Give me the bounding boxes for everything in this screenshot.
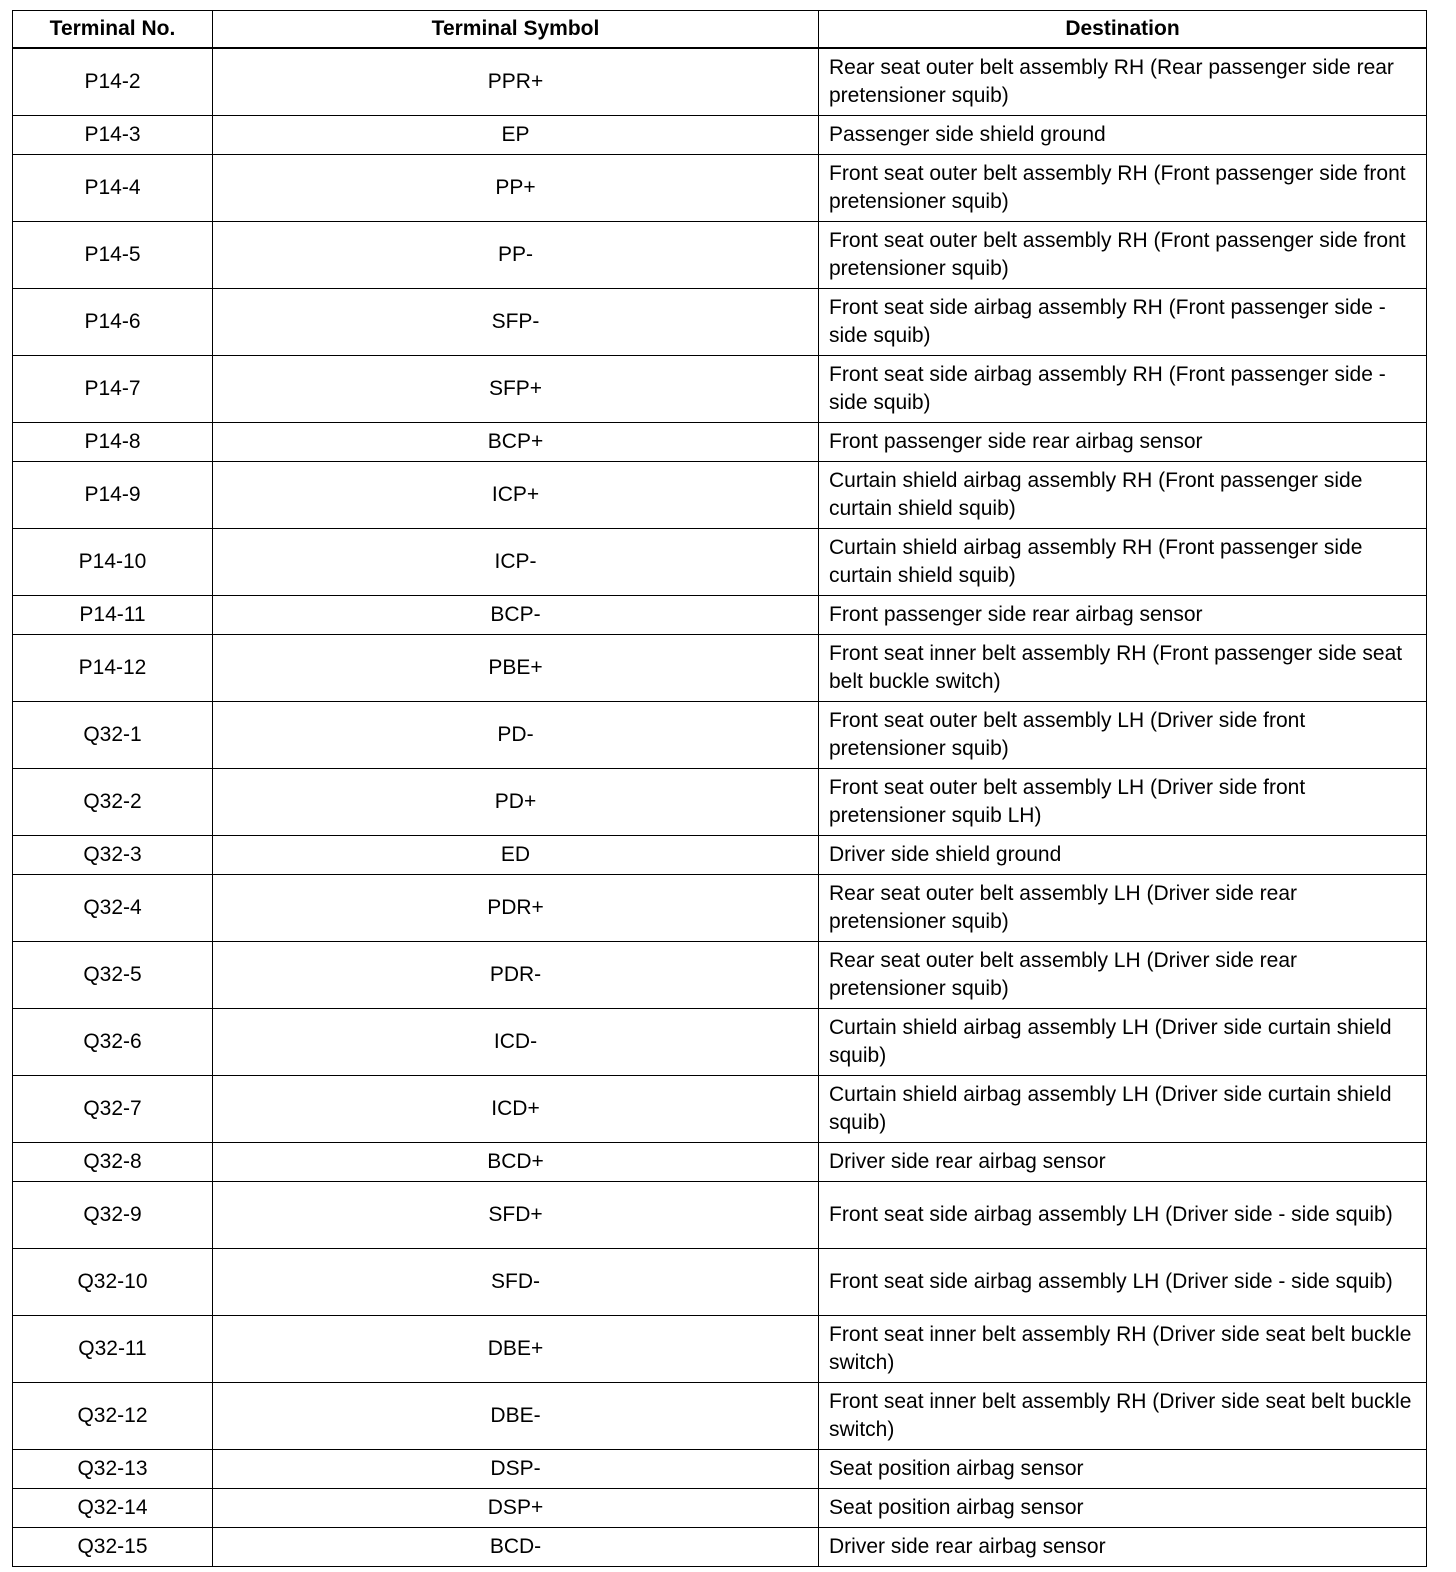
terminal-no-cell: P14-6 xyxy=(13,289,213,356)
terminal-symbol-cell: BCP+ xyxy=(213,423,819,462)
table-row xyxy=(13,875,1427,942)
table-row xyxy=(13,1316,1427,1383)
destination-cell: Curtain shield airbag assembly LH (Driver side curtain shield squib) xyxy=(819,1076,1427,1143)
terminal-no-cell: Q32-3 xyxy=(13,836,213,875)
table-row xyxy=(13,289,1427,356)
terminal-symbol-cell: PBE+ xyxy=(213,635,819,702)
terminal-no-cell: P14-12 xyxy=(13,635,213,702)
destination-cell: Driver side rear airbag sensor xyxy=(819,1143,1427,1182)
terminal-symbol-cell: PDR- xyxy=(213,942,819,1009)
terminal-no-cell: P14-10 xyxy=(13,529,213,596)
table-row xyxy=(13,48,1427,116)
destination-cell: Front seat outer belt assembly RH (Front passenger side front pretensioner squib) xyxy=(819,222,1427,289)
terminal-symbol-cell: SFD+ xyxy=(213,1182,819,1249)
terminal-symbol-cell: DSP+ xyxy=(213,1489,819,1528)
destination-cell: Front seat side airbag assembly RH (Front passenger side - side squib) xyxy=(819,289,1427,356)
destination-cell: Driver side shield ground xyxy=(819,836,1427,875)
terminal-no-cell: Q32-15 xyxy=(13,1528,213,1567)
terminal-no-cell: Q32-6 xyxy=(13,1009,213,1076)
table-row xyxy=(13,529,1427,596)
terminal-no-cell: P14-8 xyxy=(13,423,213,462)
terminal-symbol-cell: BCD+ xyxy=(213,1143,819,1182)
terminal-no-cell: Q32-14 xyxy=(13,1489,213,1528)
header-row xyxy=(13,11,1427,49)
terminal-no-cell: Q32-11 xyxy=(13,1316,213,1383)
terminal-no-cell: Q32-8 xyxy=(13,1143,213,1182)
terminal-symbol-cell: ED xyxy=(213,836,819,875)
table-row xyxy=(13,1182,1427,1249)
destination-cell: Seat position airbag sensor xyxy=(819,1489,1427,1528)
destination-cell: Front seat inner belt assembly RH (Driver side seat belt buckle switch) xyxy=(819,1383,1427,1450)
terminal-no-cell: Q32-12 xyxy=(13,1383,213,1450)
terminal-symbol-cell: ICP- xyxy=(213,529,819,596)
table-row xyxy=(13,702,1427,769)
destination-cell: Rear seat outer belt assembly RH (Rear passenger side rear pretensioner squib) xyxy=(819,48,1427,116)
destination-cell: Rear seat outer belt assembly LH (Driver side rear pretensioner squib) xyxy=(819,942,1427,1009)
terminal-symbol-cell: DBE+ xyxy=(213,1316,819,1383)
destination-cell: Curtain shield airbag assembly RH (Front passenger side curtain shield squib) xyxy=(819,462,1427,529)
destination-cell: Front seat outer belt assembly RH (Front passenger side front pretensioner squib) xyxy=(819,155,1427,222)
table-header xyxy=(13,11,1427,49)
terminal-symbol-cell: DSP- xyxy=(213,1450,819,1489)
terminal-no-cell: Q32-13 xyxy=(13,1450,213,1489)
table-row xyxy=(13,423,1427,462)
terminal-symbol-cell: BCD- xyxy=(213,1528,819,1567)
terminal-table xyxy=(12,10,1427,1567)
destination-cell: Front seat side airbag assembly RH (Front passenger side - side squib) xyxy=(819,356,1427,423)
table-row xyxy=(13,1528,1427,1567)
terminal-symbol-cell: BCP- xyxy=(213,596,819,635)
destination-cell: Front seat side airbag assembly LH (Driver side - side squib) xyxy=(819,1182,1427,1249)
terminal-no-cell: Q32-9 xyxy=(13,1182,213,1249)
terminal-symbol-cell: PD- xyxy=(213,702,819,769)
terminal-symbol-cell: PDR+ xyxy=(213,875,819,942)
terminal-symbol-cell: SFP- xyxy=(213,289,819,356)
terminal-no-cell: P14-4 xyxy=(13,155,213,222)
table-row xyxy=(13,116,1427,155)
table-row xyxy=(13,1450,1427,1489)
terminal-symbol-cell: PP- xyxy=(213,222,819,289)
destination-cell: Front passenger side rear airbag sensor xyxy=(819,596,1427,635)
table-row xyxy=(13,769,1427,836)
terminal-symbol-cell: SFP+ xyxy=(213,356,819,423)
destination-cell: Curtain shield airbag assembly RH (Front passenger side curtain shield squib) xyxy=(819,529,1427,596)
table-row xyxy=(13,1489,1427,1528)
terminal-no-cell: Q32-1 xyxy=(13,702,213,769)
terminal-symbol-cell: ICD+ xyxy=(213,1076,819,1143)
destination-cell: Front seat inner belt assembly RH (Driver side seat belt buckle switch) xyxy=(819,1316,1427,1383)
table-row xyxy=(13,596,1427,635)
terminal-no-cell: Q32-5 xyxy=(13,942,213,1009)
terminal-symbol-cell: ICD- xyxy=(213,1009,819,1076)
header-terminal-symbol: Terminal Symbol xyxy=(213,11,819,49)
table-row xyxy=(13,1009,1427,1076)
destination-cell: Seat position airbag sensor xyxy=(819,1450,1427,1489)
terminal-symbol-cell: PP+ xyxy=(213,155,819,222)
terminal-symbol-cell: PD+ xyxy=(213,769,819,836)
table-row xyxy=(13,1076,1427,1143)
terminal-no-cell: Q32-4 xyxy=(13,875,213,942)
table-row xyxy=(13,462,1427,529)
terminal-no-cell: P14-3 xyxy=(13,116,213,155)
terminal-no-cell: P14-2 xyxy=(13,48,213,116)
table-row xyxy=(13,222,1427,289)
table-row xyxy=(13,155,1427,222)
destination-cell: Passenger side shield ground xyxy=(819,116,1427,155)
terminal-no-cell: P14-7 xyxy=(13,356,213,423)
terminal-symbol-cell: ICP+ xyxy=(213,462,819,529)
terminal-symbol-cell: SFD- xyxy=(213,1249,819,1316)
terminal-no-cell: P14-9 xyxy=(13,462,213,529)
destination-cell: Driver side rear airbag sensor xyxy=(819,1528,1427,1567)
destination-cell: Front seat outer belt assembly LH (Driver side front pretensioner squib LH) xyxy=(819,769,1427,836)
terminal-no-cell: P14-11 xyxy=(13,596,213,635)
terminal-symbol-cell: EP xyxy=(213,116,819,155)
terminal-symbol-cell: PPR+ xyxy=(213,48,819,116)
table-row xyxy=(13,942,1427,1009)
terminal-no-cell: Q32-10 xyxy=(13,1249,213,1316)
table-row xyxy=(13,1383,1427,1450)
destination-cell: Curtain shield airbag assembly LH (Driver side curtain shield squib) xyxy=(819,1009,1427,1076)
table-row xyxy=(13,356,1427,423)
table-row xyxy=(13,635,1427,702)
destination-cell: Front seat side airbag assembly LH (Driver side - side squib) xyxy=(819,1249,1427,1316)
terminal-no-cell: Q32-2 xyxy=(13,769,213,836)
header-destination: Destination xyxy=(819,11,1427,49)
destination-cell: Front seat outer belt assembly LH (Driver side front pretensioner squib) xyxy=(819,702,1427,769)
destination-cell: Front passenger side rear airbag sensor xyxy=(819,423,1427,462)
table-row xyxy=(13,836,1427,875)
header-terminal-no: Terminal No. xyxy=(13,11,213,49)
table-row xyxy=(13,1249,1427,1316)
table-row xyxy=(13,1143,1427,1182)
destination-cell: Front seat inner belt assembly RH (Front passenger side seat belt buckle switch) xyxy=(819,635,1427,702)
table-body xyxy=(13,48,1427,1567)
destination-cell: Rear seat outer belt assembly LH (Driver side rear pretensioner squib) xyxy=(819,875,1427,942)
terminal-symbol-cell: DBE- xyxy=(213,1383,819,1450)
terminal-no-cell: P14-5 xyxy=(13,222,213,289)
terminal-no-cell: Q32-7 xyxy=(13,1076,213,1143)
